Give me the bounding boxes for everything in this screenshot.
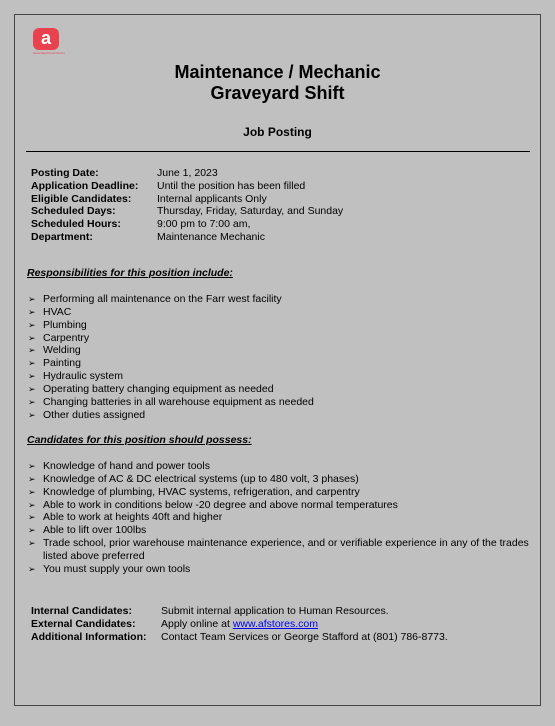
detail-row (31, 193, 343, 206)
external-prefix: Apply online at (161, 617, 233, 630)
list-item-text: Knowledge of hand and power tools (43, 460, 210, 472)
detail-label: Scheduled Days: (31, 205, 116, 218)
company-logo: a Associated Food Stores (33, 28, 65, 55)
list-item (28, 499, 533, 512)
list-item (28, 511, 533, 524)
arrow-bullet-icon: ➢ (28, 473, 36, 484)
arrow-bullet-icon: ➢ (28, 294, 36, 304)
arrow-bullet-icon: ➢ (28, 383, 36, 394)
list-item-text: Carpentry (43, 331, 90, 344)
detail-value: June 1, 2023 (157, 167, 218, 179)
candidates-heading: Candidates for this position should possess: (27, 434, 252, 446)
detail-value: Until the position has been filled (157, 179, 306, 192)
list-item (28, 383, 533, 396)
arrow-bullet-icon: ➢ (28, 486, 36, 497)
website-link[interactable]: www.afstores.com (232, 617, 319, 630)
list-item-text: Hydraulic system (43, 370, 123, 383)
detail-row (31, 231, 343, 244)
detail-value: 9:00 pm to 7:00 am, (157, 218, 251, 231)
arrow-bullet-icon: ➢ (28, 538, 36, 549)
detail-row (31, 205, 343, 218)
arrow-bullet-icon: ➢ (28, 512, 36, 523)
arrow-bullet-icon: ➢ (28, 371, 36, 382)
list-item (28, 460, 533, 473)
detail-value: Maintenance Mechanic (157, 230, 265, 243)
arrow-bullet-icon: ➢ (28, 332, 36, 343)
list-item-text: Changing batteries in all warehouse equipment as needed (43, 395, 314, 408)
list-item (28, 537, 533, 563)
list-item (28, 524, 533, 537)
list-item-text: Painting (43, 357, 81, 370)
list-item-text: Knowledge of plumbing, HVAC systems, refrigeration, and carpentry (43, 485, 360, 498)
document-subtitle: Job Posting (243, 125, 312, 139)
list-item (28, 344, 533, 357)
arrow-bullet-icon: ➢ (28, 306, 36, 317)
detail-value: Internal applicants Only (157, 192, 267, 205)
detail-label: Posting Date: (31, 167, 99, 179)
responsibilities-list (28, 293, 533, 421)
additional-label: Additional Information: (31, 630, 147, 643)
responsibilities-heading: Responsibilities for this position include: (27, 267, 233, 279)
list-item (28, 319, 533, 332)
list-item (28, 563, 533, 576)
list-item-text: Other duties assigned (43, 408, 146, 421)
arrow-bullet-icon: ➢ (28, 345, 36, 356)
arrow-bullet-icon: ➢ (28, 396, 36, 407)
list-item-text: Operating battery changing equipment as needed (43, 382, 274, 395)
list-item-text: Able to lift over 100lbs (43, 524, 147, 537)
list-item (28, 357, 533, 370)
list-item (28, 293, 533, 306)
list-item-text: You must supply your own tools (43, 562, 191, 575)
detail-row (31, 218, 343, 231)
list-item (28, 409, 533, 422)
detail-label: Eligible Candidates: (31, 192, 132, 205)
list-item (28, 306, 533, 319)
detail-row (31, 180, 343, 193)
application-info (31, 605, 448, 643)
list-item-text: Able to work at heights 40ft and higher (43, 511, 223, 524)
detail-label: Scheduled Hours: (31, 218, 121, 231)
job-title: Maintenance / Mechanic (174, 62, 381, 82)
shift-title: Graveyard Shift (210, 83, 345, 103)
detail-row (31, 167, 343, 180)
arrow-bullet-icon: ➢ (28, 461, 36, 471)
list-item-text: Welding (43, 344, 81, 357)
internal-value: Submit internal application to Human Resources. (161, 605, 389, 617)
list-item-text: Trade school, prior warehouse maintenance experience, and or verifiable experience in any of the trades listed above preferred (43, 537, 529, 562)
list-item (28, 486, 533, 499)
arrow-bullet-icon: ➢ (28, 409, 36, 420)
list-item (28, 473, 533, 486)
list-item (28, 370, 533, 383)
header-divider (26, 151, 530, 152)
arrow-bullet-icon: ➢ (28, 358, 36, 369)
list-item (28, 332, 533, 345)
list-item-text: Performing all maintenance on the Farr west facility (43, 293, 282, 305)
arrow-bullet-icon: ➢ (28, 499, 36, 510)
arrow-bullet-icon: ➢ (28, 319, 36, 330)
candidates-list (28, 460, 533, 576)
posting-details (31, 167, 343, 244)
list-item-text: HVAC (43, 305, 72, 318)
list-item (28, 396, 533, 409)
detail-value: Thursday, Friday, Saturday, and Sunday (157, 205, 344, 218)
list-item-text: Plumbing (43, 318, 87, 331)
list-item-text: Knowledge of AC & DC electrical systems (up to 480 volt, 3 phases) (43, 472, 359, 485)
arrow-bullet-icon: ➢ (28, 563, 36, 574)
internal-label: Internal Candidates: (31, 605, 132, 617)
list-item-text: Able to work in conditions below -20 degree and above normal temperatures (43, 498, 398, 511)
detail-label: Application Deadline: (31, 179, 139, 192)
additional-value: Contact Team Services or George Stafford at (801) 786-8773. (161, 630, 448, 643)
external-label: External Candidates: (31, 617, 136, 630)
arrow-bullet-icon: ➢ (28, 525, 36, 536)
detail-label: Department: (31, 230, 93, 243)
